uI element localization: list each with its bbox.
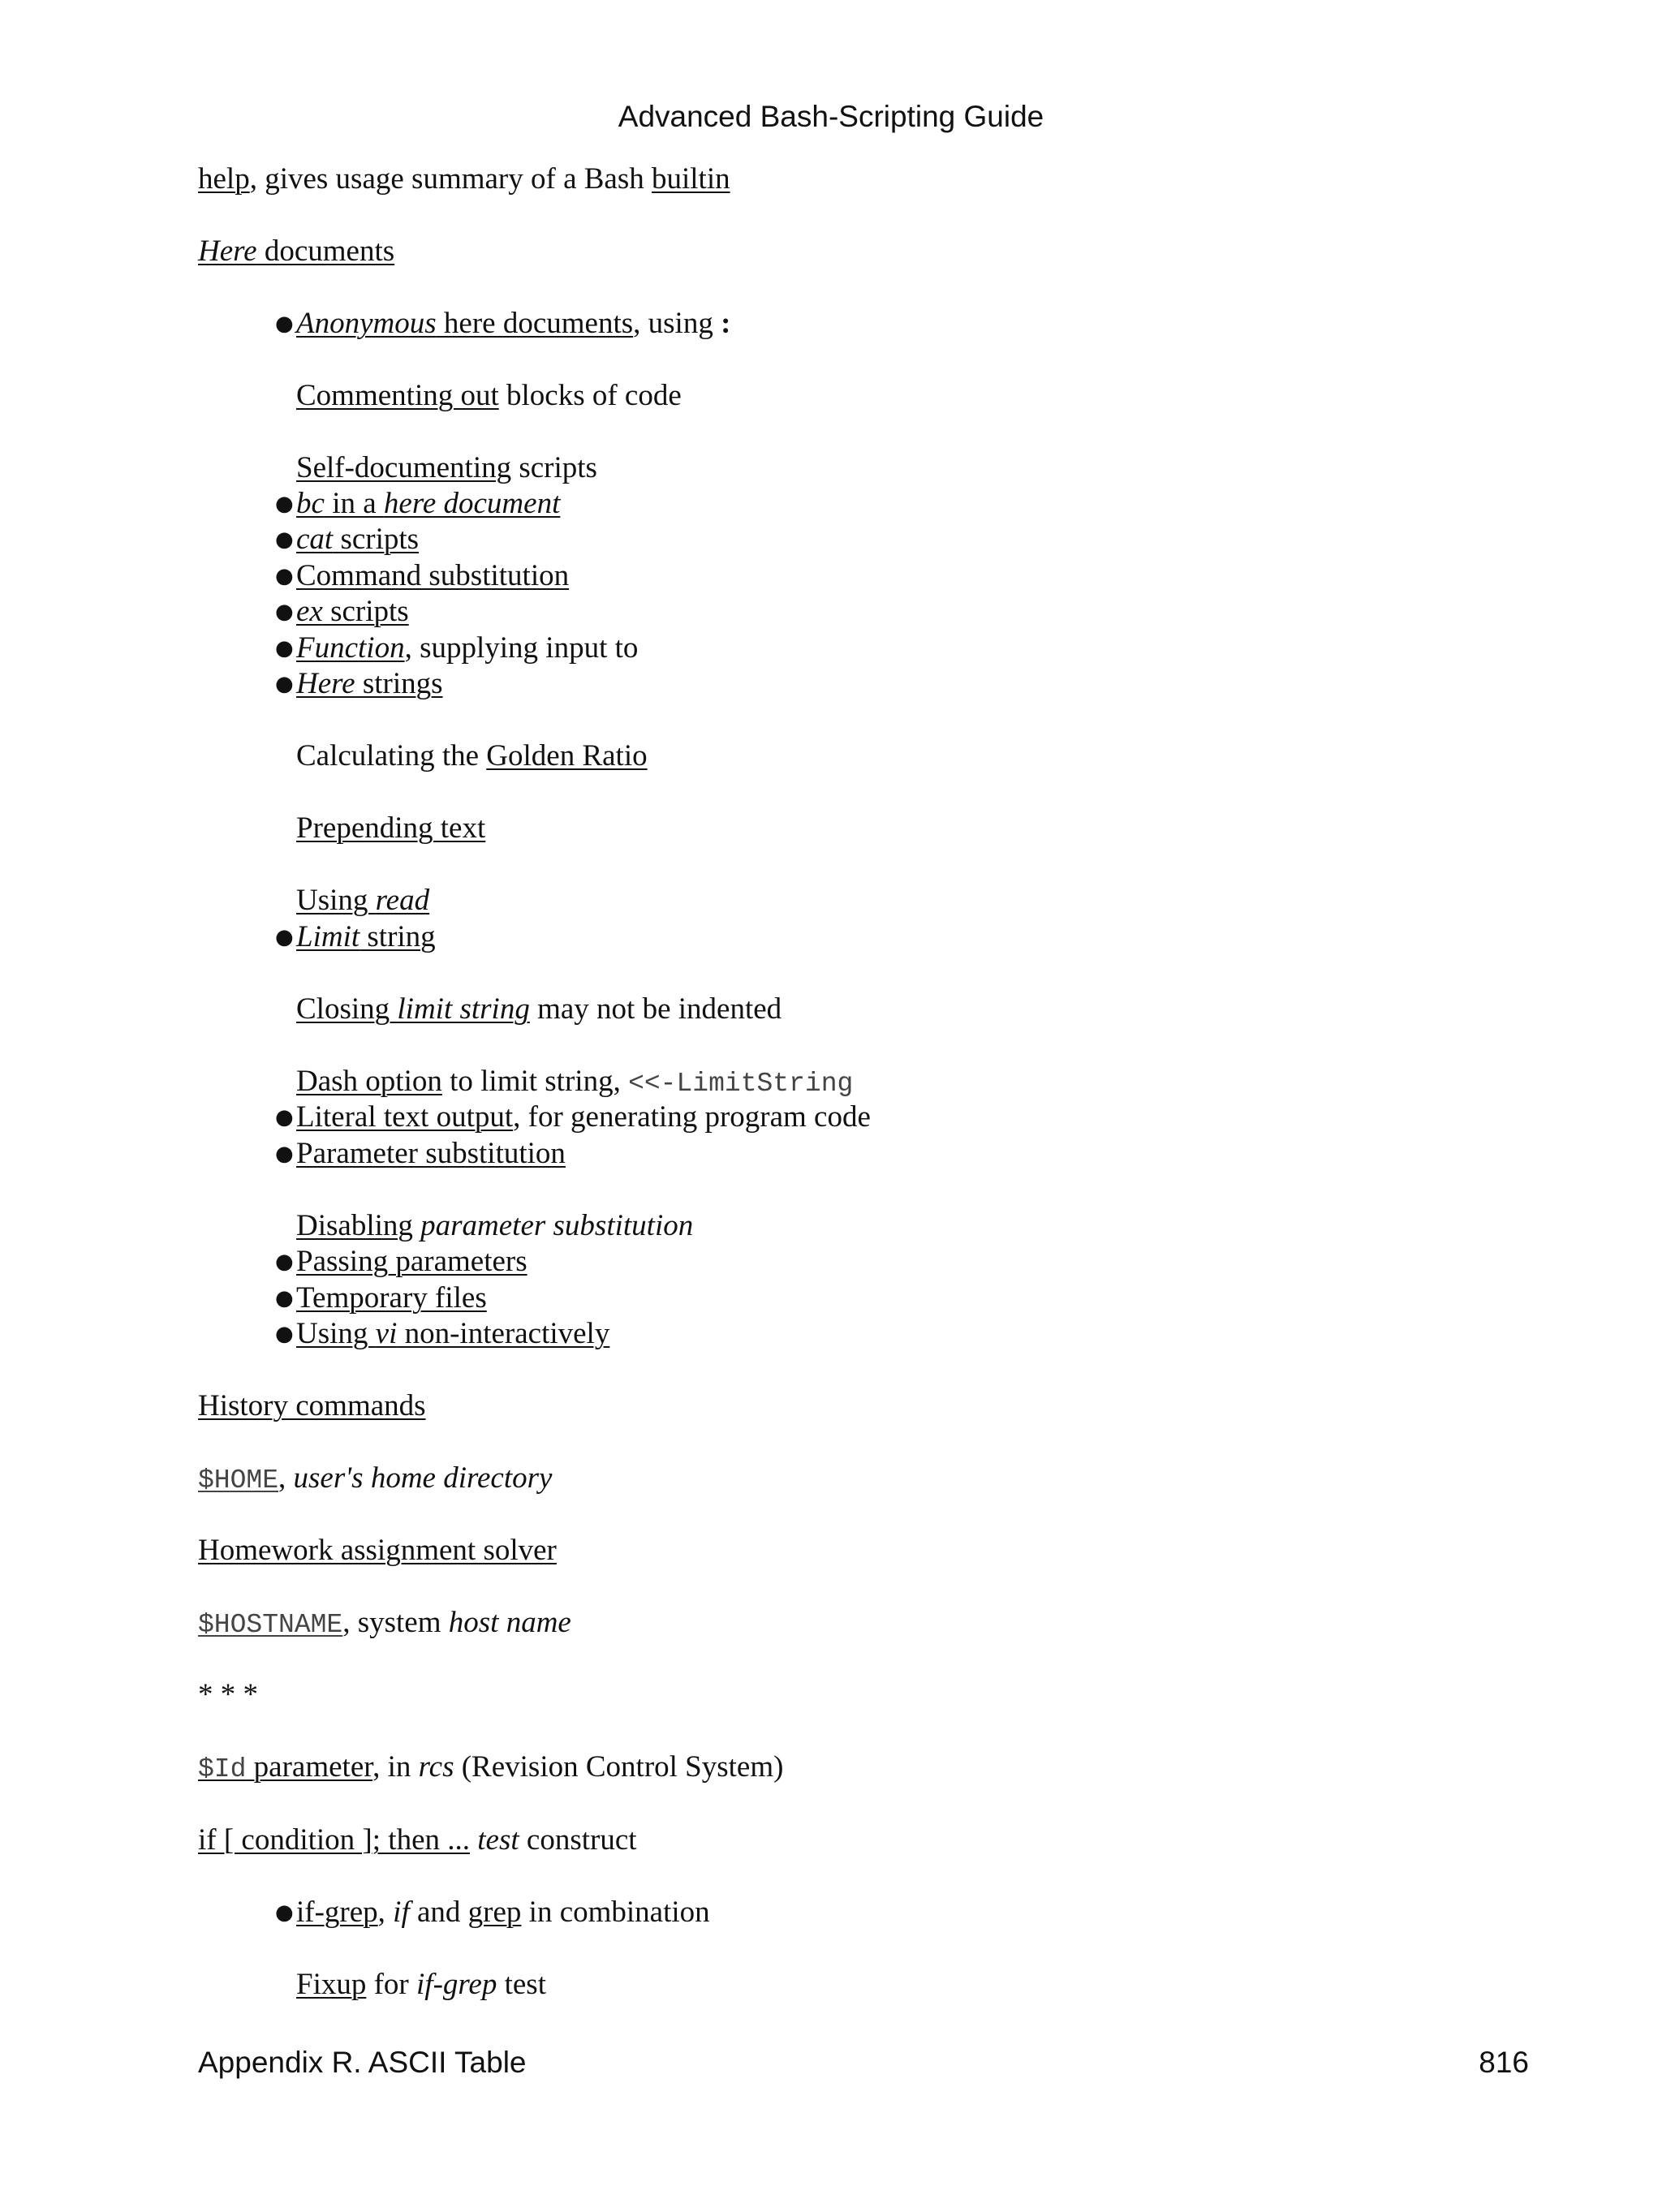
disabling-link[interactable]: Disabling <box>296 1209 413 1242</box>
colon-symbol: : <box>721 307 731 340</box>
index-entry-here-documents[interactable] <box>198 234 394 269</box>
entry-text: non-interactively <box>397 1317 610 1350</box>
subentry-using-read <box>296 883 429 919</box>
entry-text: , supplying input to <box>404 631 639 665</box>
passing-parameters-link[interactable]: Passing parameters <box>296 1245 527 1278</box>
subentry-golden-ratio <box>296 738 648 774</box>
if-condition-link[interactable]: if [ condition ]; then ... <box>198 1823 470 1857</box>
entry-text: Calculating the <box>296 739 487 772</box>
golden-ratio-link[interactable]: Golden Ratio <box>486 739 648 772</box>
entry-italic: limit string <box>397 992 530 1026</box>
entry-italic: Function <box>296 631 405 665</box>
id-parameter-link[interactable] <box>198 1750 372 1784</box>
entry-text: , in <box>372 1750 419 1784</box>
bullet-icon: ● <box>275 1250 294 1274</box>
entry-text: test <box>497 1968 546 2001</box>
entry-italic: bc <box>296 487 325 520</box>
subentry-dash-option <box>296 1064 853 1102</box>
entry-text: in combination <box>521 1896 710 1929</box>
here-strings-link[interactable] <box>296 667 443 700</box>
page-footer <box>198 2045 1529 2081</box>
bullet-icon: ● <box>275 925 294 949</box>
homework-solver-link[interactable]: Homework assignment solver <box>198 1534 557 1567</box>
temporary-files-link[interactable]: Temporary files <box>296 1281 487 1315</box>
entry-text: , <box>278 1461 294 1495</box>
entry-text: construct <box>519 1823 637 1857</box>
entry-text: to limit string, <box>441 1065 629 1098</box>
self-documenting-link[interactable]: Self-documenting <box>296 451 512 484</box>
index-entry-help <box>198 161 730 197</box>
entry-italic: here document <box>383 487 561 520</box>
list-item-function <box>275 630 639 666</box>
entry-text: documents <box>256 235 395 268</box>
page-number: 816 <box>1479 2046 1529 2079</box>
index-entry-history-commands <box>198 1388 426 1424</box>
commenting-out-link[interactable]: Commenting out <box>296 379 499 412</box>
entry-text: here documents <box>436 307 634 340</box>
parameter-substitution-link[interactable]: Parameter substitution <box>296 1137 566 1170</box>
entry-text: string <box>360 920 436 953</box>
function-link[interactable] <box>296 631 405 665</box>
page-header-title: Advanced Bash-Scripting Guide <box>618 100 1044 133</box>
entry-text: parameter <box>246 1750 373 1784</box>
code-snippet: <<-LimitString <box>628 1069 854 1099</box>
subentry-prepending-text <box>296 811 485 846</box>
entry-text: , <box>377 1896 394 1929</box>
grep-link[interactable]: grep <box>467 1896 522 1929</box>
ex-scripts-link[interactable] <box>296 595 409 628</box>
if-grep-link[interactable]: if-grep <box>296 1896 378 1929</box>
bullet-icon: ● <box>275 1142 294 1166</box>
entry-text: Using <box>296 1317 376 1350</box>
index-entry-if-test <box>198 1823 637 1858</box>
list-item-bc <box>275 486 561 522</box>
entry-italic: user's home directory <box>293 1461 553 1495</box>
history-commands-link[interactable]: History commands <box>198 1389 426 1422</box>
entry-italic: read <box>375 884 430 917</box>
entry-text: (Revision Control System) <box>454 1750 784 1784</box>
using-read-link[interactable] <box>296 884 429 917</box>
bullet-icon: ● <box>275 1900 294 1925</box>
entry-text: blocks of code <box>498 379 682 412</box>
using-vi-link[interactable] <box>296 1317 609 1350</box>
list-item-here-strings <box>275 666 443 702</box>
subentry-closing-limit-string <box>296 992 781 1027</box>
limit-string-link[interactable] <box>296 920 436 953</box>
entry-text: , using <box>633 307 721 340</box>
entry-text: , gives usage summary of a Bash <box>249 162 652 196</box>
subentry-disabling-parameter-substitution <box>296 1208 693 1244</box>
entry-text: Using <box>296 884 376 917</box>
list-item-temporary-files <box>275 1280 487 1316</box>
entry-italic: ex <box>296 595 323 628</box>
cat-scripts-link[interactable] <box>296 523 419 556</box>
help-link[interactable]: help <box>198 162 250 196</box>
index-entry-home <box>198 1461 552 1499</box>
prepending-text-link[interactable]: Prepending text <box>296 811 486 845</box>
entry-italic: if-grep <box>416 1968 497 2001</box>
here-documents-link[interactable] <box>198 235 394 268</box>
list-item-anonymous-here-documents <box>275 306 731 342</box>
entry-italic: test <box>477 1823 519 1857</box>
subentry-fixup <box>296 1967 546 2003</box>
bullet-icon: ● <box>275 600 294 624</box>
closing-limit-string-link[interactable] <box>296 992 530 1026</box>
entry-text: in a <box>324 487 384 520</box>
list-item-ex-scripts <box>275 594 409 630</box>
entry-italic: Limit <box>296 920 360 953</box>
entry-italic: parameter substitution <box>412 1209 694 1242</box>
list-item-literal-text-output <box>275 1100 871 1135</box>
hostname-variable-link[interactable]: $HOSTNAME <box>198 1610 343 1640</box>
anonymous-here-documents-link[interactable] <box>296 307 633 340</box>
code-snippet: $Id <box>198 1754 247 1784</box>
entry-italic: vi <box>375 1317 398 1350</box>
fixup-link[interactable]: Fixup <box>296 1968 367 2001</box>
bullet-icon: ● <box>275 492 294 516</box>
entry-text: , for generating program code <box>513 1100 871 1134</box>
entry-italic: if <box>393 1896 410 1929</box>
index-entry-homework <box>198 1533 557 1569</box>
subentry-commenting-out <box>296 378 682 414</box>
entry-italic: host name <box>448 1606 571 1639</box>
entry-text: strings <box>355 667 443 700</box>
list-item-cat-scripts <box>275 522 420 557</box>
entry-italic: rcs <box>418 1750 454 1784</box>
bullet-icon: ● <box>275 636 294 661</box>
home-variable-link[interactable]: $HOME <box>198 1465 279 1495</box>
subentry-self-documenting <box>296 450 597 486</box>
entry-italic: cat <box>296 523 334 556</box>
entry-text: and <box>409 1896 468 1929</box>
entry-text: , system <box>342 1606 449 1639</box>
entry-text: may not be indented <box>529 992 782 1026</box>
entry-italic: Here <box>296 667 355 700</box>
bullet-icon: ● <box>275 1105 294 1130</box>
list-item-if-grep <box>275 1895 710 1930</box>
bc-here-document-link[interactable] <box>296 487 560 520</box>
bullet-icon: ● <box>275 312 294 336</box>
entry-text: Closing <box>296 992 398 1026</box>
list-item-using-vi <box>275 1316 610 1352</box>
list-item-command-substitution <box>275 558 570 594</box>
index-entry-id-parameter <box>198 1749 783 1788</box>
list-item-parameter-substitution <box>275 1136 566 1172</box>
literal-text-output-link[interactable]: Literal text output <box>296 1100 514 1134</box>
section-divider: * * * <box>198 1678 258 1711</box>
dash-option-link[interactable]: Dash option <box>296 1065 442 1098</box>
bullet-icon: ● <box>275 527 294 552</box>
bullet-icon: ● <box>275 1322 294 1346</box>
bullet-icon: ● <box>275 1286 294 1310</box>
builtin-link[interactable]: builtin <box>652 162 730 196</box>
list-item-limit-string <box>275 919 436 955</box>
entry-italic: Here <box>198 235 257 268</box>
command-substitution-link[interactable]: Command substitution <box>296 559 570 592</box>
entry-text: scripts <box>322 595 409 628</box>
bullet-icon: ● <box>275 564 294 588</box>
footer-chapter-title: Appendix R. ASCII Table <box>198 2046 527 2079</box>
entry-text: for <box>366 1968 417 2001</box>
entry-italic: Anonymous <box>296 307 437 340</box>
entry-text: scripts <box>333 523 420 556</box>
entry-text: scripts <box>511 451 597 484</box>
entry-text <box>470 1823 477 1857</box>
list-item-passing-parameters <box>275 1244 527 1280</box>
index-entry-hostname <box>198 1605 571 1643</box>
bullet-icon: ● <box>275 672 294 696</box>
